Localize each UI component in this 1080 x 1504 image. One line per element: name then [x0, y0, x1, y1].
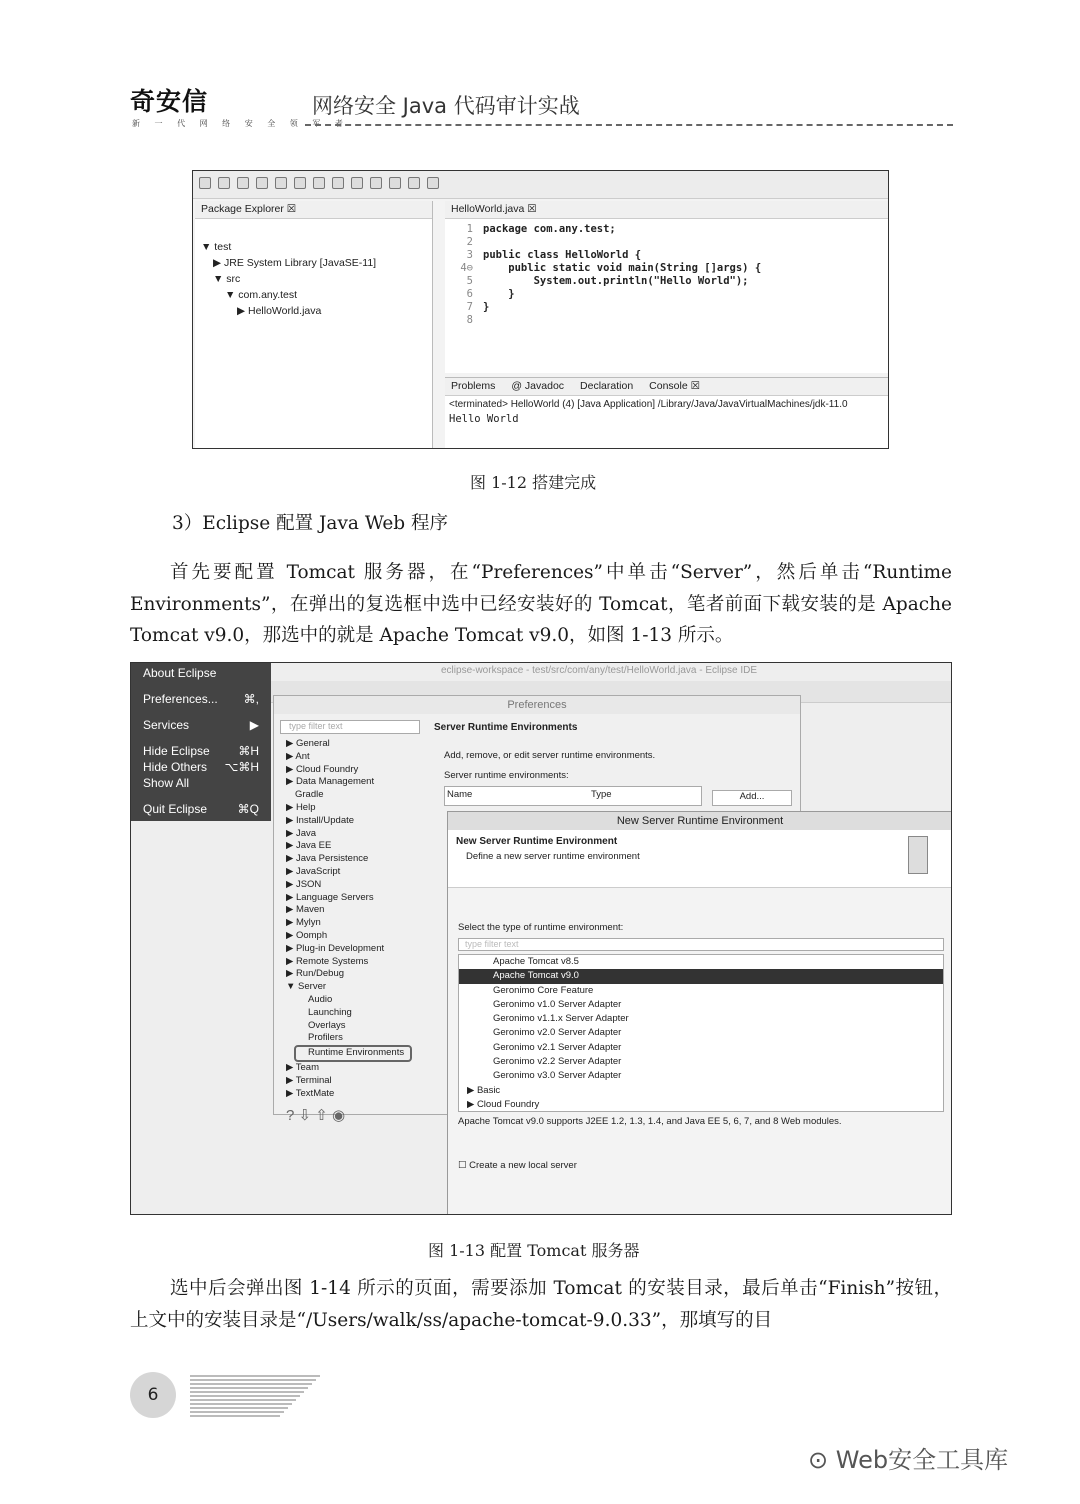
prefs-tree-item[interactable]: ▶ Remote Systems: [286, 955, 369, 967]
prefs-tree-item[interactable]: Gradle: [295, 789, 324, 801]
code-editor[interactable]: [445, 201, 888, 373]
eclipse-toolbar: [193, 171, 888, 199]
watermark: [808, 1440, 1008, 1475]
nsre-title: New Server Runtime Environment: [448, 812, 952, 830]
runtime-item[interactable]: Geronimo v3.0 Server Adapter: [493, 1070, 622, 1082]
code-text: }: [483, 288, 515, 300]
page-number: 6: [130, 1372, 176, 1418]
prefs-tree-item[interactable]: ▶ Install/Update: [286, 814, 355, 826]
console-status: <terminated> HelloWorld (4) [Java Application] /Library/Java/JavaVirtualMachines/jdk-11.0: [449, 399, 848, 410]
prefs-tree-item[interactable]: ▶ Mylyn: [286, 917, 321, 929]
prefs-tree-item[interactable]: ▶ Help: [286, 801, 316, 813]
console-tabs: [445, 378, 888, 396]
code-line: [451, 314, 888, 327]
preferences-tree: [286, 738, 412, 1100]
open-type-icon[interactable]: [351, 177, 363, 189]
select-label: Select the type of runtime environment:: [458, 922, 624, 933]
line-number: 7: [466, 301, 473, 313]
code-text: public class HelloWorld {: [483, 249, 642, 261]
server-icon: [908, 836, 928, 874]
prefs-tree-item[interactable]: ▼ Server: [286, 981, 327, 993]
preferences-title: Preferences: [274, 696, 800, 714]
prefs-tree-item[interactable]: ▶ Java Persistence: [286, 853, 369, 865]
prefs-tree-item[interactable]: ▶ Terminal: [286, 1074, 332, 1086]
sre-title: Server Runtime Environments: [434, 722, 578, 733]
menu-item[interactable]: [131, 801, 271, 817]
create-local-server-checkbox[interactable]: ☐ Create a new local server: [458, 1160, 577, 1171]
nsre-heading: New Server Runtime Environment: [456, 836, 618, 847]
new-java-icon[interactable]: [332, 177, 344, 189]
app-menu: [131, 663, 271, 821]
line-number: 5: [466, 275, 473, 287]
prefs-tree-item[interactable]: ▶ Language Servers: [286, 891, 374, 903]
prefs-tree-item[interactable]: ▶ JavaScript: [286, 865, 341, 877]
package-explorer: [195, 201, 433, 448]
prefs-tree-item[interactable]: ▶ Java EE: [286, 840, 332, 852]
figure-caption-2: 图 1-13 配置 Tomcat 服务器: [428, 1241, 640, 1260]
line-number: 1: [466, 223, 473, 235]
runtime-item[interactable]: Geronimo v2.1 Server Adapter: [493, 1041, 622, 1053]
code-text: }: [483, 301, 490, 313]
menu-item-label: About Eclipse: [143, 666, 217, 680]
book-title: 网络安全 Java 代码审计实战: [312, 94, 580, 118]
coverage-icon[interactable]: [294, 177, 306, 189]
code-line: [451, 262, 888, 275]
prefs-tree-item[interactable]: ▶ Java: [286, 827, 317, 839]
line-number: 6: [466, 288, 473, 300]
tree-item[interactable]: ▼ src: [213, 273, 241, 285]
line-number: 2: [466, 236, 473, 248]
runtime-item[interactable]: ▶ Basic: [467, 1084, 501, 1096]
figure-caption-1: 图 1-12 搭建完成: [470, 473, 597, 492]
prefs-tree-item[interactable]: ▶ Cloud Foundry: [286, 763, 359, 775]
window-title: eclipse-workspace - test/src/com/any/test/HelloWorld.java - Eclipse IDE: [441, 665, 758, 676]
code-line: [451, 236, 888, 249]
help-icon[interactable]: ? ⇩ ⇧ ◉: [286, 1107, 346, 1124]
runtime-item[interactable]: Geronimo v1.1.x Server Adapter: [493, 1013, 629, 1025]
runtime-filter-input[interactable]: type filter text: [458, 938, 944, 951]
runtime-item[interactable]: Geronimo Core Feature: [493, 984, 594, 996]
sre-label: Server runtime environments:: [444, 770, 569, 781]
sre-table[interactable]: [444, 786, 702, 806]
code-line: [451, 275, 888, 288]
menu-item-label: Hide Eclipse: [143, 744, 210, 758]
prefs-tree-item[interactable]: Overlays: [308, 1019, 346, 1031]
prefs-tree-item[interactable]: ▶ Maven: [286, 904, 325, 916]
tree-item[interactable]: ▶ HelloWorld.java: [237, 305, 322, 317]
publisher-logo: 奇安信: [130, 87, 209, 116]
col-name: Name: [447, 789, 473, 800]
new-server-runtime-dialog: [447, 811, 952, 1215]
code-text: public static void main(String []args) {: [483, 262, 762, 274]
prefs-tree-item[interactable]: ▶ General: [286, 738, 330, 749]
prefs-filter-input[interactable]: type filter text: [280, 720, 420, 734]
runtime-item[interactable]: Apache Tomcat v8.5: [493, 956, 579, 967]
sre-description: Add, remove, or edit server runtime environments.: [444, 750, 656, 761]
console-output: Hello World: [449, 413, 519, 425]
menu-item[interactable]: [131, 691, 271, 707]
code-line: [451, 223, 888, 236]
prefs-tree-item[interactable]: ▶ Run/Debug: [286, 968, 345, 980]
debug-icon[interactable]: [256, 177, 268, 189]
new-icon[interactable]: [199, 177, 211, 189]
line-number: 8: [466, 314, 473, 326]
figure-1-12-eclipse: [192, 170, 889, 449]
print-icon[interactable]: [237, 177, 249, 189]
prefs-tree-item[interactable]: ▶ Team: [286, 1061, 320, 1073]
menu-item-label: Hide Others: [143, 760, 208, 774]
menu-shortcut: ⌥⌘H: [224, 760, 259, 774]
col-type: Type: [591, 789, 612, 800]
wechat-icon: ⊙: [808, 1446, 836, 1474]
runtime-item[interactable]: Geronimo v2.0 Server Adapter: [493, 1027, 622, 1039]
save-icon[interactable]: [218, 177, 230, 189]
line-number: 3: [466, 249, 473, 261]
runtime-item[interactable]: Geronimo v1.0 Server Adapter: [493, 998, 622, 1010]
console-tab[interactable]: @ Javadoc: [511, 380, 565, 392]
footer-stripes: [160, 1372, 320, 1420]
menu-shortcut: ⌘Q: [237, 802, 259, 816]
prefs-tree-item[interactable]: Launching: [308, 1006, 352, 1018]
nsre-subheading: Define a new server runtime environment: [466, 851, 640, 862]
console-view: [445, 377, 888, 448]
code-line: [451, 249, 888, 262]
menu-item-label: Services: [143, 718, 190, 732]
section-heading: 3）Eclipse 配置 Java Web 程序: [172, 513, 449, 534]
code-line: [451, 301, 888, 314]
editor-tab[interactable]: HelloWorld.java ☒: [445, 201, 888, 219]
menu-item-label: Quit Eclipse: [143, 802, 208, 816]
search-icon[interactable]: [370, 177, 382, 189]
perspective-icon[interactable]: [427, 177, 439, 189]
menu-shortcut: ⌘,: [243, 692, 259, 706]
tree-item[interactable]: ▼ com.any.test: [225, 289, 298, 301]
tree-item[interactable]: ▶ JRE System Library [JavaSE-11]: [213, 257, 377, 269]
prefs-tree-item[interactable]: ▶ Data Management: [286, 776, 375, 788]
code-text: package com.any.test;: [483, 223, 616, 235]
runtime-item[interactable]: Apache Tomcat v9.0: [459, 969, 943, 983]
menu-item[interactable]: [131, 717, 271, 733]
console-tab[interactable]: Declaration: [580, 380, 634, 392]
add-button[interactable]: Add...: [712, 790, 792, 806]
prefs-tree-item[interactable]: ▶ Ant: [286, 750, 310, 762]
forward-icon[interactable]: [408, 177, 420, 189]
prefs-tree-item[interactable]: Audio: [308, 993, 333, 1005]
watermark-text: Web安全工具库: [835, 1446, 1009, 1474]
package-explorer-tab[interactable]: Package Explorer ☒: [195, 201, 432, 219]
line-number: 4⊖: [460, 262, 473, 274]
console-tab[interactable]: Console ☒: [649, 380, 701, 392]
console-tab[interactable]: Problems: [451, 380, 496, 392]
runtime-item[interactable]: ▶ Cloud Foundry: [467, 1098, 540, 1110]
menu-item[interactable]: [131, 665, 271, 681]
prefs-tree-item[interactable]: Runtime Environments: [294, 1045, 412, 1062]
prefs-tree-item[interactable]: ▶ JSON: [286, 878, 322, 890]
external-tools-icon[interactable]: [313, 177, 325, 189]
logo-tagline: 新 一 代 网 络 安 全 领 军 者: [132, 119, 349, 128]
create-local-label: Create a new local server: [469, 1160, 577, 1171]
prefs-tree-item[interactable]: ▶ Plug-in Development: [286, 942, 385, 954]
menu-item[interactable]: [131, 775, 271, 791]
header-divider: [305, 124, 953, 126]
paragraph-1: 首先要配置 Tomcat 服务器，在“Preferences”中单击“Server”，然后单击“Runtime Environments”，在弹出的复选框中选中已经安装好的 Tomcat，笔者前面下载安装的是 Apache Tomcat v9.0，那选中的就是 Apache Tomcat v9.0，如图 1-13 所示。: [130, 562, 952, 646]
figure-1-13-tomcat: [130, 662, 952, 1215]
run-icon[interactable]: [275, 177, 287, 189]
runtime-item[interactable]: Geronimo v2.2 Server Adapter: [493, 1056, 622, 1068]
package-tree: [195, 219, 432, 319]
menu-shortcut: ▶: [249, 718, 259, 732]
paragraph-2: 选中后会弹出图 1-14 所示的页面，需要添加 Tomcat 的安装目录，最后单击“Finish”按钮，上文中的安装目录是“/Users/walk/ss/apache-tomcat-9.0.33”，那填写的目: [130, 1278, 952, 1331]
prefs-tree-item[interactable]: Profilers: [308, 1032, 343, 1044]
menu-shortcut: ⌘H: [238, 744, 259, 758]
tree-item[interactable]: ▼ test: [201, 241, 232, 253]
menu-item[interactable]: [131, 759, 271, 775]
menu-item[interactable]: [131, 743, 271, 759]
support-text: Apache Tomcat v9.0 supports J2EE 1.2, 1.3, 1.4, and Java EE 5, 6, 7, and 8 Web modules.: [458, 1116, 842, 1127]
back-icon[interactable]: [389, 177, 401, 189]
prefs-tree-item[interactable]: ▶ TextMate: [286, 1087, 335, 1099]
runtime-list[interactable]: [458, 954, 944, 1112]
code-text: System.out.println("Hello World");: [483, 275, 749, 287]
menu-item-label: Show All: [143, 776, 190, 790]
code-line: [451, 288, 888, 301]
menu-item-label: Preferences...: [143, 692, 218, 706]
prefs-tree-item[interactable]: ▶ Oomph: [286, 929, 328, 941]
